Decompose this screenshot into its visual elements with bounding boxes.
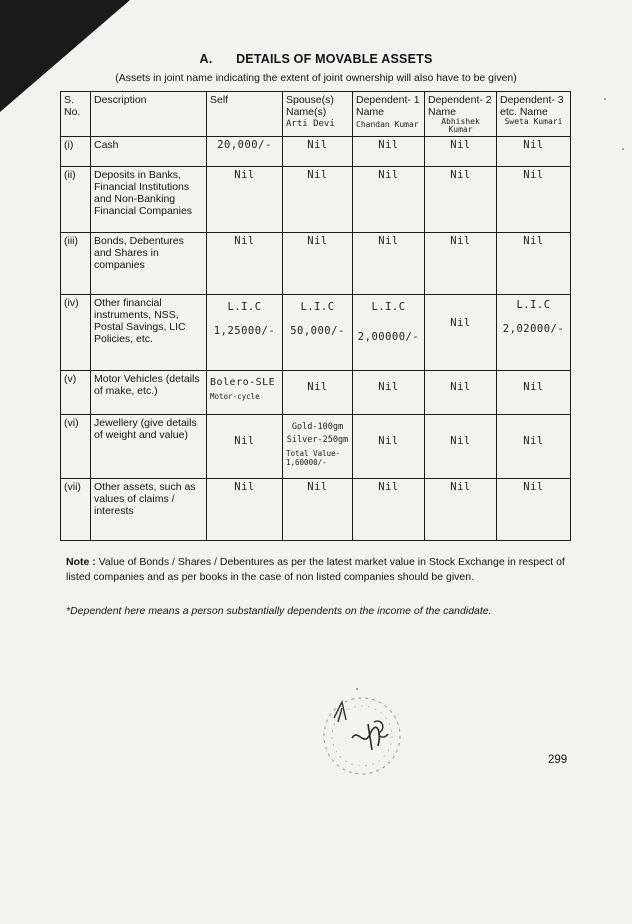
row-description: Jewellery (give details of weight and value) [91,415,207,479]
row-sno: (vi) [61,415,91,479]
value-dep3: Nil [523,435,544,447]
value-self: Nil [234,169,255,181]
row-sno: (vii) [61,479,91,541]
row-description: Cash [91,137,207,167]
value-dep1: Nil [378,235,399,247]
table-row [61,371,571,415]
value-self: Nil [234,481,255,493]
value-spouse-gold: Gold-100gm [291,422,344,432]
value-dep2: Nil [450,169,471,181]
section-label: A. [199,52,213,66]
header-description: Description [91,92,207,137]
section-title-text: DETAILS OF MOVABLE ASSETS [236,52,433,66]
table-header-row [61,92,571,137]
value-self: L.I.C [227,301,262,313]
row-sno: (v) [61,371,91,415]
note-label: Note : [66,556,96,568]
header-dep1 [353,92,425,137]
value-dep2: Nil [450,235,471,247]
dependent-definition-note: *Dependent here means a person substantially dependents on the income of the candidate. [66,605,492,617]
value-dep3: Nil [523,381,544,393]
value-spouse-silver: Silver-250gm [286,435,349,445]
header-dep1-label: Dependent- 1 Name [356,94,420,118]
scan-speck [622,148,624,150]
dep3-name: Sweta Kumari [504,117,563,126]
table-row [61,415,571,479]
value-spouse: Nil [307,139,328,151]
value-dep2: Nil [450,381,471,393]
row-description: Deposits in Banks, Financial Institutions and Non-Banking Financial Companies [91,167,207,233]
value-dep1-amount: 2,00000/- [357,331,420,343]
movable-assets-table [60,91,571,541]
value-spouse: Nil [307,481,328,493]
value-self: 20,000/- [217,139,272,151]
value-spouse: Nil [307,381,328,393]
value-dep3: Nil [523,139,544,151]
dep1-name: Chandan Kumar [356,120,419,129]
header-self: Self [207,92,283,137]
value-spouse: L.I.C [300,301,335,313]
dep2-name: Abhishek Kumar [441,117,480,134]
value-dep3: L.I.C [516,299,551,311]
table-row [61,167,571,233]
table-row [61,295,571,371]
row-description: Bonds, Debentures and Shares in companies [91,233,207,295]
value-dep3: Nil [523,481,544,493]
value-self: Nil [234,435,255,447]
value-self: Nil [234,235,255,247]
header-sno: S. No. [61,92,91,137]
row-description: Other assets, such as values of claims / interests [91,479,207,541]
page-number: 299 [548,754,568,766]
scan-speck [356,688,358,690]
value-dep2: Nil [450,481,471,493]
row-sno: (ii) [61,167,91,233]
value-dep1: Nil [378,435,399,447]
table-row [61,233,571,295]
value-spouse-total-label: Total Value- [286,449,341,458]
value-spouse-amount: 50,000/- [290,325,345,337]
value-spouse: Nil [307,235,328,247]
scan-speck [604,98,606,100]
value-dep1: L.I.C [371,301,406,313]
value-dep2: Nil [450,139,471,151]
table-row [61,479,571,541]
note-text: Value of Bonds / Shares / Debentures as per the latest market value in Stock Exchange in respect of listed companies and as per books in the case of non listed companies should be given. [66,556,565,583]
header-dep2-label: Dependent- 2 Name [428,94,492,118]
value-self: Bolero-SLE [210,377,276,388]
section-title [0,52,632,66]
spouse-name: Arti Devi [286,119,335,129]
signature-stamp-image [312,688,412,784]
value-dep2: Nil [450,435,471,447]
value-spouse: Nil [307,169,328,181]
value-dep1: Nil [378,139,399,151]
value-spouse-total: 1,60000/- [286,458,327,467]
value-dep3: Nil [523,235,544,247]
value-dep2: Nil [450,317,471,329]
value-dep3-amount: 2,02000/- [502,323,565,335]
row-sno: (iv) [61,295,91,371]
header-dep3-label: Dependent- 3 etc. Name [500,94,564,118]
value-self-amount: 1,25000/- [213,325,276,337]
row-sno: (iii) [61,233,91,295]
value-dep1: Nil [378,169,399,181]
row-sno: (i) [61,137,91,167]
valuation-note [66,555,571,585]
value-dep1: Nil [378,481,399,493]
section-subtitle: (Assets in joint name indicating the extent of joint ownership will also have to be given) [115,72,517,84]
header-dep3 [497,92,571,137]
value-dep3: Nil [523,169,544,181]
header-spouse-label: Spouse(s) Name(s) [286,94,334,118]
header-dep2 [425,92,497,137]
table-row [61,137,571,167]
value-self-detail: Motor-cycle [210,392,260,401]
header-spouse [283,92,353,137]
value-dep1: Nil [378,381,399,393]
row-description: Motor Vehicles (details of make, etc.) [91,371,207,415]
row-description: Other financial instruments, NSS, Postal Savings, LIC Policies, etc. [91,295,207,371]
